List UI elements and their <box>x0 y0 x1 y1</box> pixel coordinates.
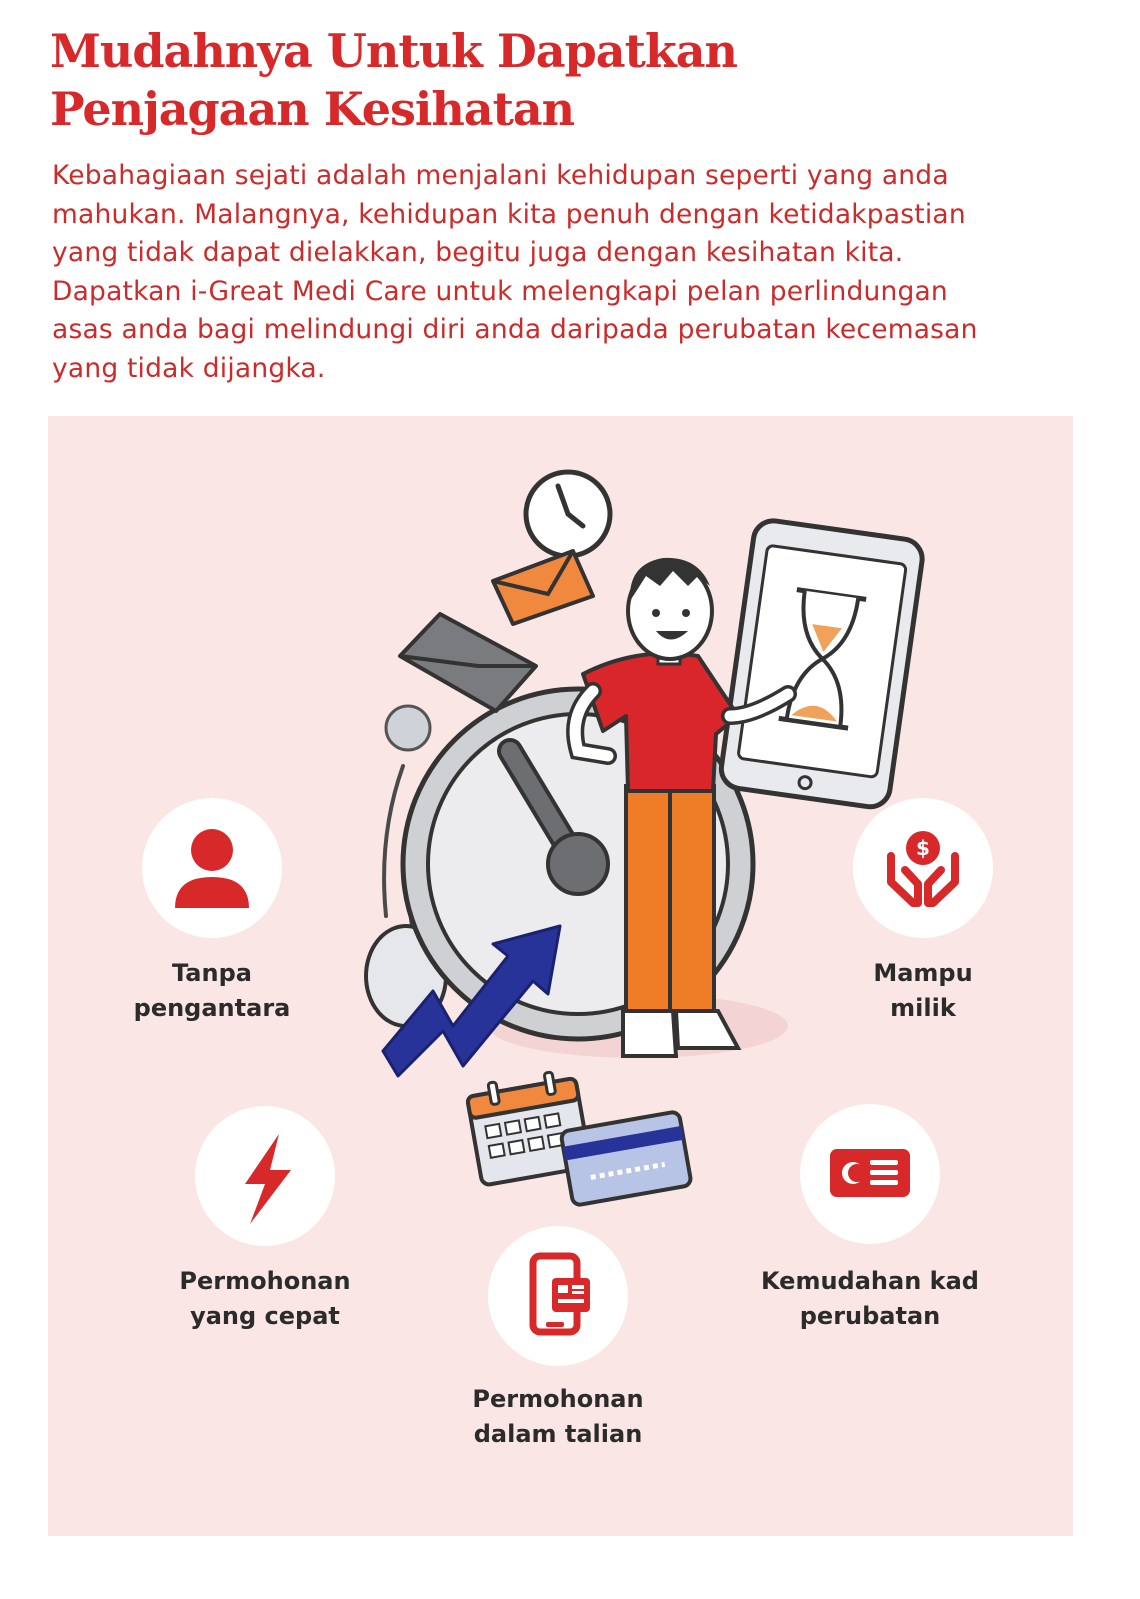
intro-line: asas anda bagi melindungi diri anda daripada perubatan kecemasan <box>52 314 978 346</box>
permohonan-talian-label <box>428 1382 688 1452</box>
feature-label-line: perubatan <box>799 1302 941 1330</box>
tanpa-pengantara-circle <box>142 798 282 938</box>
permohonan-talian-circle <box>488 1226 628 1366</box>
intro-line: yang tidak dapat dielakkan, begitu juga dengan kesihatan kita. <box>52 237 904 269</box>
title-line-2: Penjagaan Kesihatan <box>50 82 575 136</box>
medical-card-icon <box>800 1104 940 1244</box>
person-icon <box>142 798 282 938</box>
permohonan-cepat-circle <box>195 1106 335 1246</box>
envelope-grey-icon <box>400 614 536 711</box>
intro-line: mahukan. Malangnya, kehidupan kita penuh dengan ketidakpastian <box>52 198 966 230</box>
intro-line: Kebahagiaan sejati adalah menjalani kehidupan seperti yang anda <box>52 160 949 191</box>
mampu-milik-circle <box>853 798 993 938</box>
permohonan-cepat-label <box>135 1264 395 1334</box>
envelope-orange-icon <box>493 551 593 624</box>
feature-label-line: Kemudahan kad <box>761 1267 979 1295</box>
tanpa-pengantara-label <box>82 956 342 1026</box>
intro-paragraph <box>52 157 1092 389</box>
feature-label-line: Mampu <box>873 959 973 987</box>
kemudahan-kad-circle <box>800 1104 940 1244</box>
features-panel <box>48 416 1073 1536</box>
title-line-1: Mudahnya Untuk Dapatkan <box>50 24 737 78</box>
page-title <box>50 22 1090 138</box>
hands-dollar-icon <box>853 798 993 938</box>
intro-line: yang tidak dijangka. <box>52 352 326 384</box>
kemudahan-kad-label <box>740 1264 1000 1334</box>
speed-lines <box>384 766 403 916</box>
feature-label-line: milik <box>890 994 956 1022</box>
feature-label-line: Permohonan <box>179 1267 351 1295</box>
feature-label-line: dalam talian <box>473 1420 643 1448</box>
grey-ball-icon <box>386 706 430 750</box>
feature-label-line: Permohonan <box>472 1385 644 1413</box>
svg-text:$: $ <box>916 836 930 860</box>
tablet-hourglass-icon <box>719 518 925 809</box>
mobile-form-icon <box>488 1226 628 1366</box>
feature-label-line: yang cepat <box>190 1302 340 1330</box>
mampu-milik-label <box>793 956 1053 1026</box>
feature-label-line: pengantara <box>133 994 291 1022</box>
intro-line: Dapatkan i-Great Medi Care untuk melengkapi pelan perlindungan <box>52 275 948 307</box>
wall-clock-icon <box>526 472 610 556</box>
lightning-icon <box>195 1106 335 1246</box>
feature-label-line: Tanpa <box>172 959 252 987</box>
